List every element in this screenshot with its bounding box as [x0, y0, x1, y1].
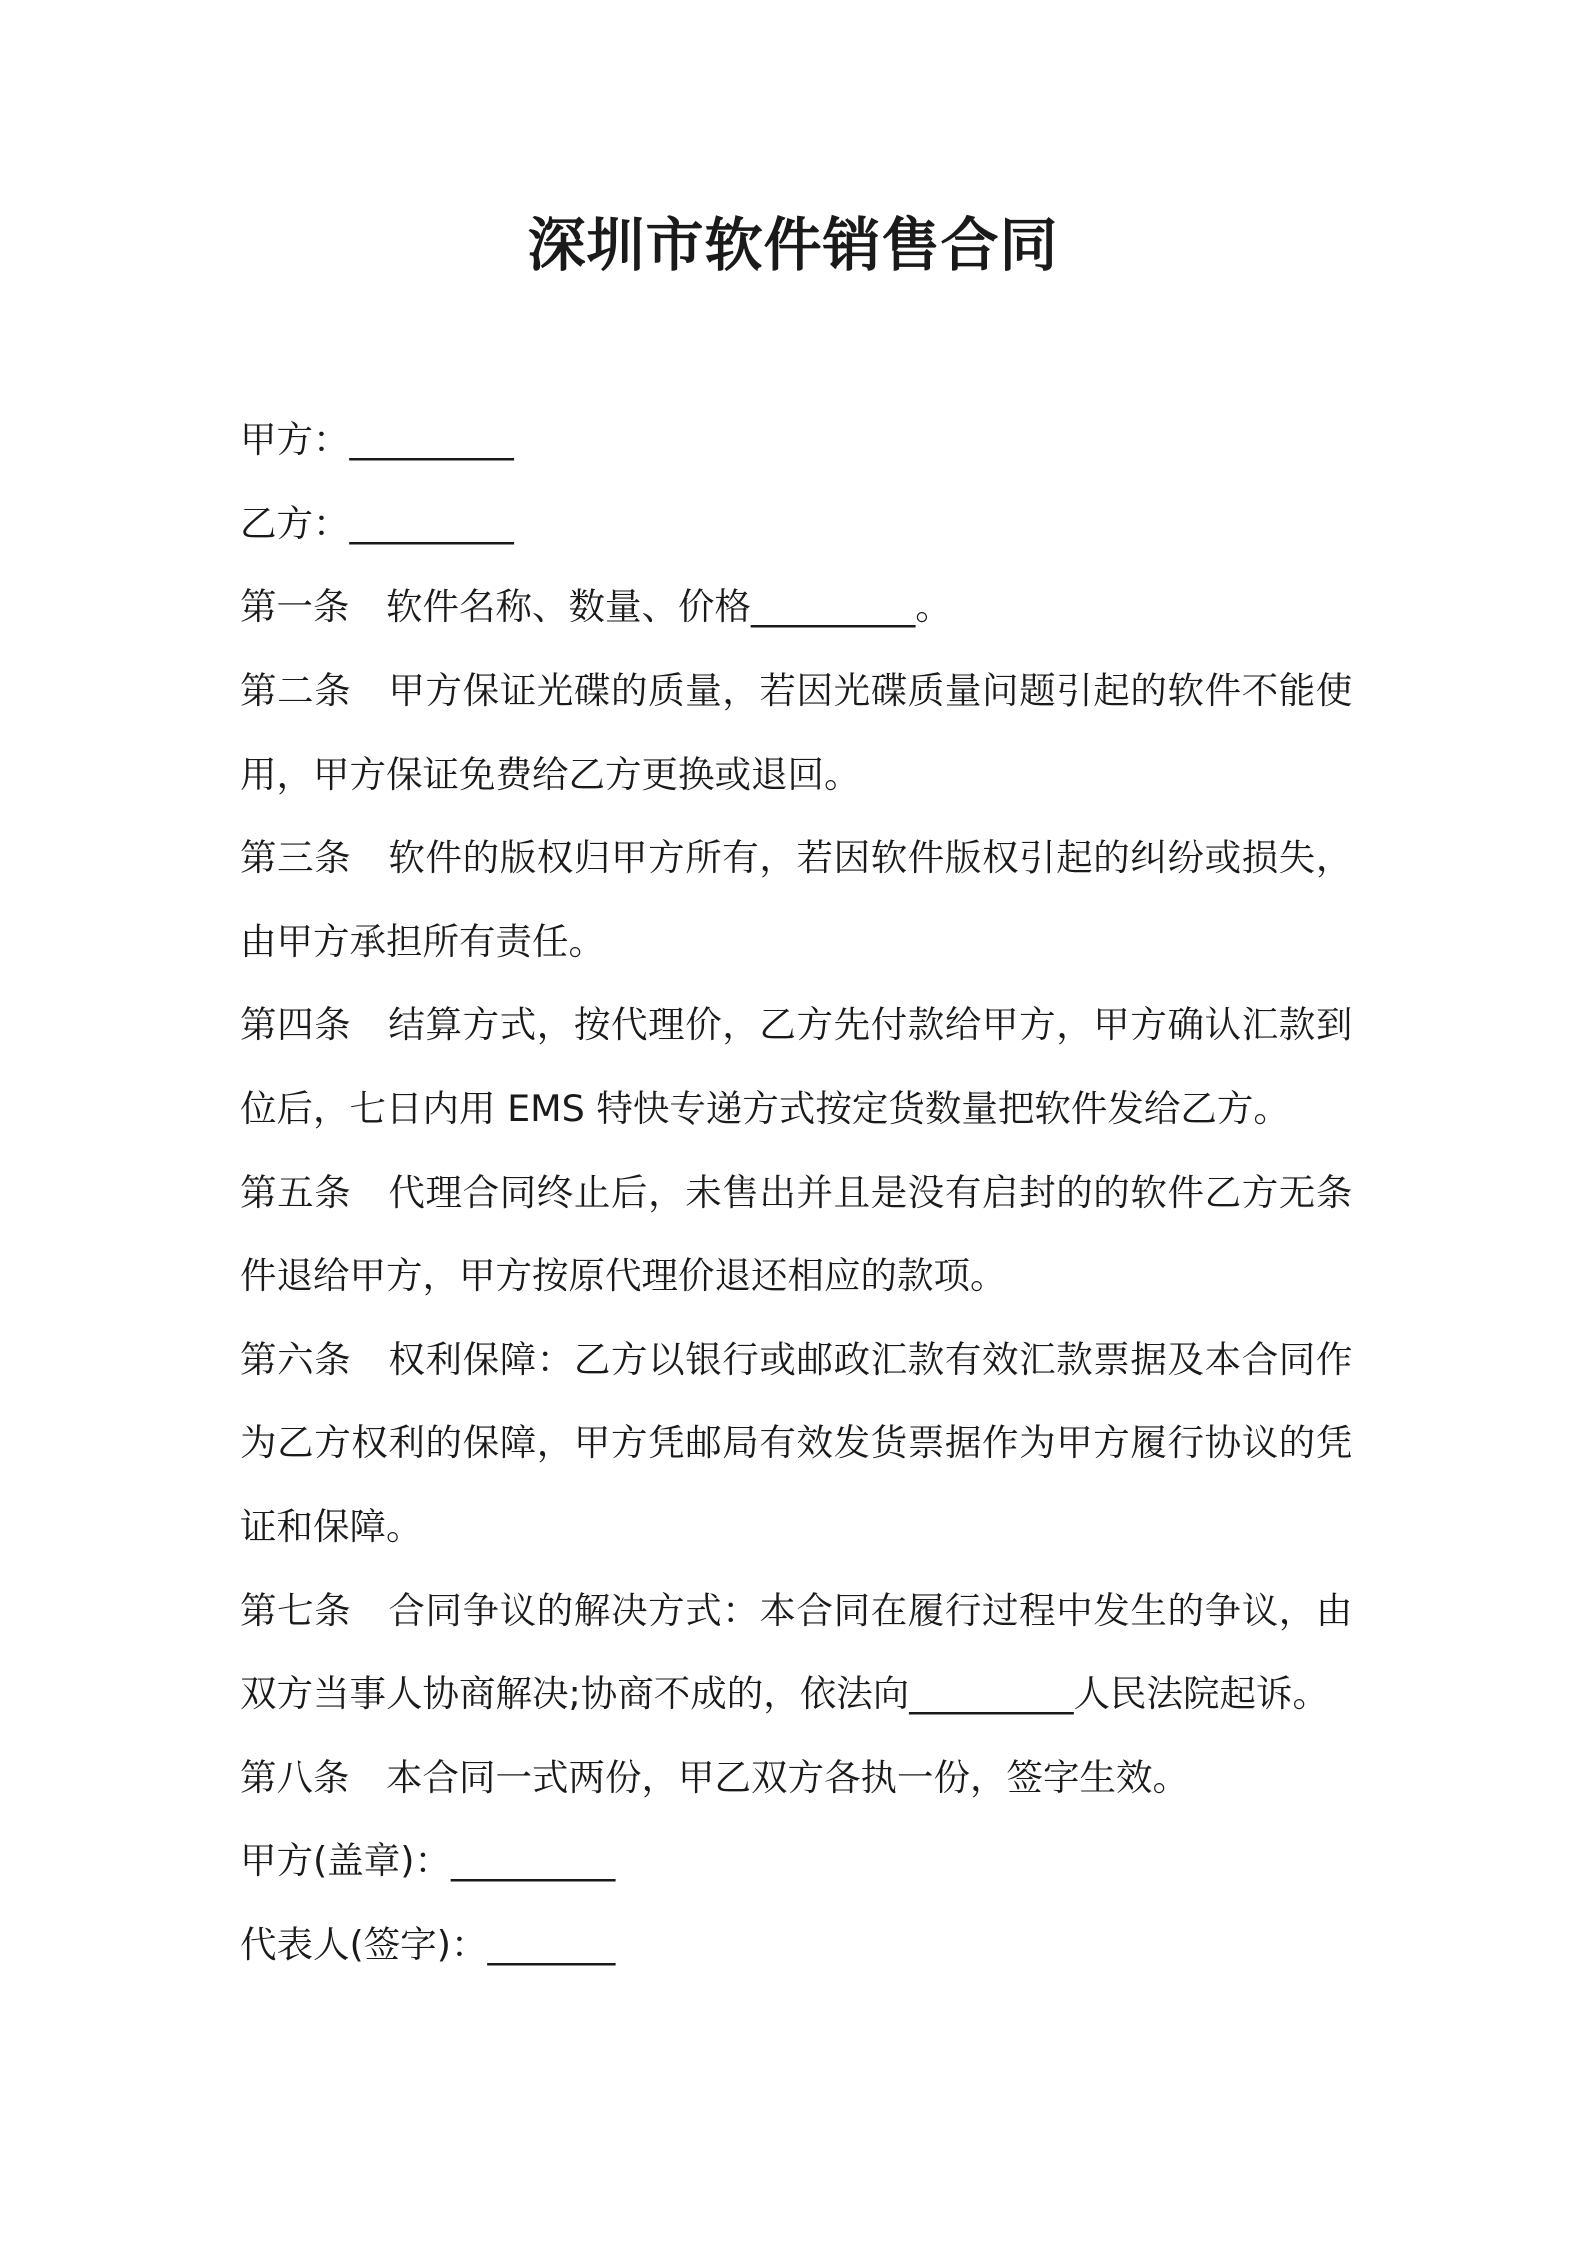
document-title: 深圳市软件销售合同: [527, 211, 1059, 279]
article-7-line-2: 双方当事人协商解决;协商不成的，依法向_________人民法院起诉。: [240, 1672, 1330, 1715]
party-a-seal-line: 甲方(盖章)：_________: [240, 1839, 616, 1882]
article-4-line-2: 位后，七日内用 EMS 特快专递方式按定货数量把软件发给乙方。: [240, 1087, 1290, 1130]
article-8-line: 第八条 本合同一式两份，甲乙双方各执一份，签字生效。: [240, 1756, 1189, 1799]
party-b-line: 乙方：_________: [240, 502, 514, 545]
article-2-line-2: 用，甲方保证免费给乙方更换或退回。: [240, 753, 861, 796]
representative-signature-line: 代表人(签字)：_______: [240, 1923, 616, 1966]
article-6-line-1: 第六条 权利保障：乙方以银行或邮政汇款有效汇款票据及本合同作: [240, 1338, 1353, 1381]
article-5-line-1: 第五条 代理合同终止后，未售出并且是没有启封的的软件乙方无条: [240, 1171, 1353, 1214]
article-1-line: 第一条 软件名称、数量、价格_________。: [240, 585, 952, 628]
article-7-line-1: 第七条 合同争议的解决方式：本合同在履行过程中发生的争议，由: [240, 1589, 1353, 1632]
article-6-line-2: 为乙方权利的保障，甲方凭邮局有效发货票据作为甲方履行协议的凭: [240, 1421, 1353, 1464]
article-6-line-3: 证和保障。: [240, 1505, 423, 1548]
article-5-line-2: 件退给甲方，甲方按原代理价退还相应的款项。: [240, 1254, 1007, 1297]
article-2-line-1: 第二条 甲方保证光碟的质量，若因光碟质量问题引起的软件不能使: [240, 669, 1353, 712]
article-4-line-1: 第四条 结算方式，按代理价，乙方先付款给甲方，甲方确认汇款到: [240, 1003, 1353, 1046]
party-a-line: 甲方：_________: [240, 418, 514, 461]
article-3-line-2: 由甲方承担所有责任。: [240, 920, 605, 963]
article-3-line-1: 第三条 软件的版权归甲方所有，若因软件版权引起的纠纷或损失，: [240, 836, 1353, 879]
